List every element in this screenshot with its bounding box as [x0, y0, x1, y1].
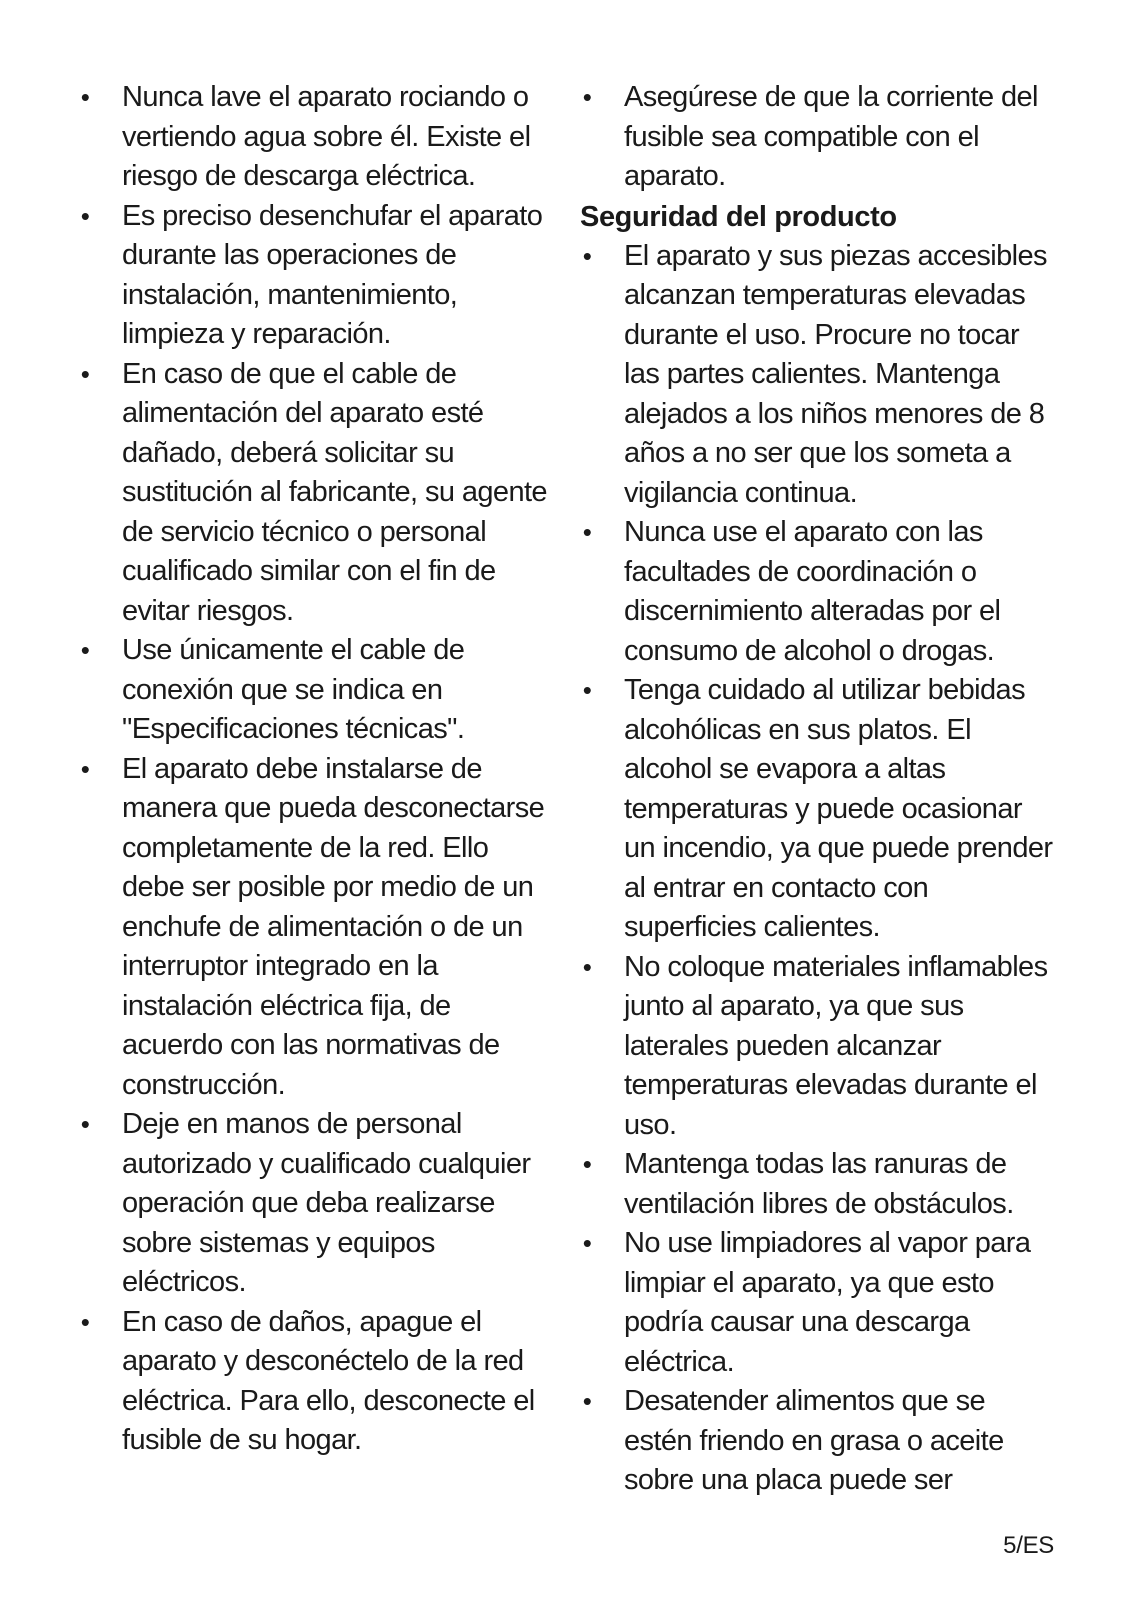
list-item-text: Mantenga todas las ranuras de ventilación libres de obstáculos.: [624, 1148, 1014, 1220]
bullet-icon: •: [582, 240, 592, 271]
list-item: [78, 197, 548, 355]
bullet-icon: •: [80, 635, 90, 665]
list-item-text: No use limpiadores al vapor para limpiar el aparato, ya que esto podría causar una descarga eléctrica.: [624, 1227, 1031, 1378]
list-item-text: Asegúrese de que la corriente del fusible sea compatible con el aparato.: [624, 81, 1038, 192]
list-item: [580, 948, 1060, 1146]
list-item: [580, 671, 1060, 948]
left-bullet-list: [78, 78, 548, 1461]
bullet-icon: •: [582, 82, 592, 112]
bullet-icon: •: [80, 200, 90, 231]
section-heading: Seguridad del producto: [580, 200, 897, 233]
list-item: [78, 631, 548, 750]
bullet-icon: •: [582, 1149, 592, 1179]
bullet-icon: •: [582, 1386, 592, 1416]
list-item-text: Desatender alimentos que se estén friendo en grasa o aceite sobre una placa puede ser: [624, 1385, 1004, 1496]
right-top-bullet-list: [580, 78, 1060, 197]
right-column: [580, 78, 1060, 1501]
list-item: [580, 237, 1060, 514]
bullet-icon: •: [80, 1109, 90, 1139]
bullet-icon: •: [80, 82, 90, 112]
list-item-text: Tenga cuidado al utilizar bebidas alcohólicas en sus platos. El alcohol se evapora a altas temperaturas y puede ocasionar un incendio, ya que puede prender al entrar en contacto con superficies calientes.: [624, 674, 1053, 943]
list-item: [78, 355, 548, 632]
list-item: [580, 1224, 1060, 1382]
bullet-icon: •: [80, 1306, 90, 1337]
bullet-icon: •: [80, 358, 90, 389]
list-item: [580, 1382, 1060, 1501]
list-item: [580, 513, 1060, 671]
list-item: [78, 78, 548, 197]
list-item: [78, 1303, 548, 1461]
list-item-text: Nunca lave el aparato rociando o vertiendo agua sobre él. Existe el riesgo de descarga eléctrica.: [122, 81, 531, 192]
bullet-icon: •: [582, 675, 592, 705]
list-item-text: Nunca use el aparato con las facultades de coordinación o discernimiento alteradas por el consumo de alcohol o drogas.: [624, 516, 1001, 667]
bullet-icon: •: [582, 1228, 592, 1258]
page-number: 5/ES: [1003, 1532, 1054, 1559]
list-item: [580, 78, 1060, 197]
bullet-icon: •: [582, 517, 592, 547]
list-item-text: Es preciso desenchufar el aparato durante las operaciones de instalación, mantenimiento, limpieza y reparación.: [122, 199, 543, 350]
list-item-text: Use únicamente el cable de conexión que se indica en "Especificaciones técnicas".: [122, 634, 465, 745]
list-item-text: En caso de que el cable de alimentación del aparato esté dañado, deberá solicitar su sustitución al fabricante, su agente de servicio técnico o personal cualificado similar con el fin de evitar riesgos.: [122, 357, 547, 627]
list-item: [580, 1145, 1060, 1224]
list-item-text: En caso de daños, apague el aparato y desconéctelo de la red eléctrica. Para ello, desconecte el fusible de su hogar.: [122, 1305, 535, 1456]
bullet-icon: •: [582, 951, 592, 982]
bullet-icon: •: [80, 753, 90, 784]
list-item: [78, 1105, 548, 1303]
list-item-text: No coloque materiales inflamables junto al aparato, ya que sus laterales pueden alcanzar temperaturas elevadas durante el uso.: [624, 950, 1048, 1141]
product-safety-bullet-list: [580, 237, 1060, 1501]
list-item-text: El aparato y sus piezas accesibles alcanzan temperaturas elevadas durante el uso. Procure no tocar las partes calientes. Mantenga alejados a los niños menores de 8 años a no ser que los someta a vigilancia continua.: [624, 239, 1047, 509]
left-column: [78, 78, 548, 1461]
list-item: [78, 750, 548, 1106]
list-item-text: El aparato debe instalarse de manera que pueda desconectarse completamente de la red. Ello debe ser posible por medio de un enchufe de alimentación o de un interruptor integrado en la instalación eléctrica fija, de acuerdo con las normativas de construcción.: [122, 752, 545, 1101]
list-item-text: Deje en manos de personal autorizado y cualificado cualquier operación que deba realizarse sobre sistemas y equipos eléctricos.: [122, 1108, 531, 1298]
